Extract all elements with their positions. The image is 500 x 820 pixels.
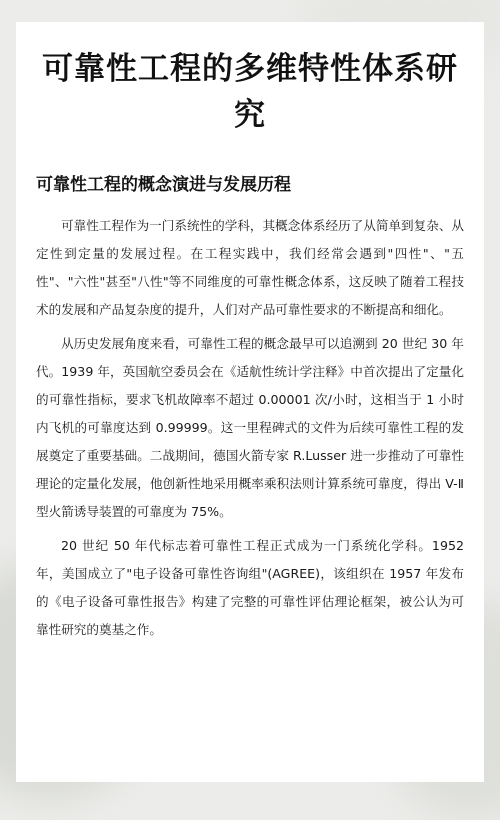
body-paragraph: 从历史发展角度来看，可靠性工程的概念最早可以追溯到 20 世纪 30 年代。1939 年，英国航空委员会在《适航性统计学注释》中首次提出了定量化的可靠性指标，要求飞机故障率不超过 0.00001 次/小时，这相当于 1 小时内飞机的可靠度达到 0.99999。这一里程碑式的文件为后续可靠性工程的发展奠定了重要基础。二战期间，德国火箭专家 R.Lusser 进一步推动了可靠性理论的定量化发展，他创新性地采用概率乘积法则计算系统可靠度，得出 V-Ⅱ 型火箭诱导装置的可靠度为 75%。 xyxy=(36,336,464,519)
body-paragraph: 20 世纪 50 年代标志着可靠性工程正式成为一门系统化学科。1952 年，美国成立了"电子设备可靠性咨询组"(AGREE)，该组织在 1957 年发布的《电子设备可靠性报告》构建了完整的可靠性评估理论框架，被公认为可靠性研究的奠基之作。 xyxy=(36,538,464,637)
document-title: 可靠性工程的多维特性体系研究 xyxy=(42,51,458,133)
body-paragraph: 可靠性工程作为一门系统性的学科，其概念体系经历了从简单到复杂、从定性到定量的发展过程。在工程实践中，我们经常会遇到"四性"、"五性"、"六性"甚至"八性"等不同维度的可靠性概念体系，这反映了随着工程技术的发展和产品复杂度的提升，人们对产品可靠性要求的不断提高和细化。 xyxy=(36,218,464,317)
document-page xyxy=(16,22,484,782)
section-heading: 可靠性工程的概念演进与发展历程 xyxy=(36,175,291,195)
